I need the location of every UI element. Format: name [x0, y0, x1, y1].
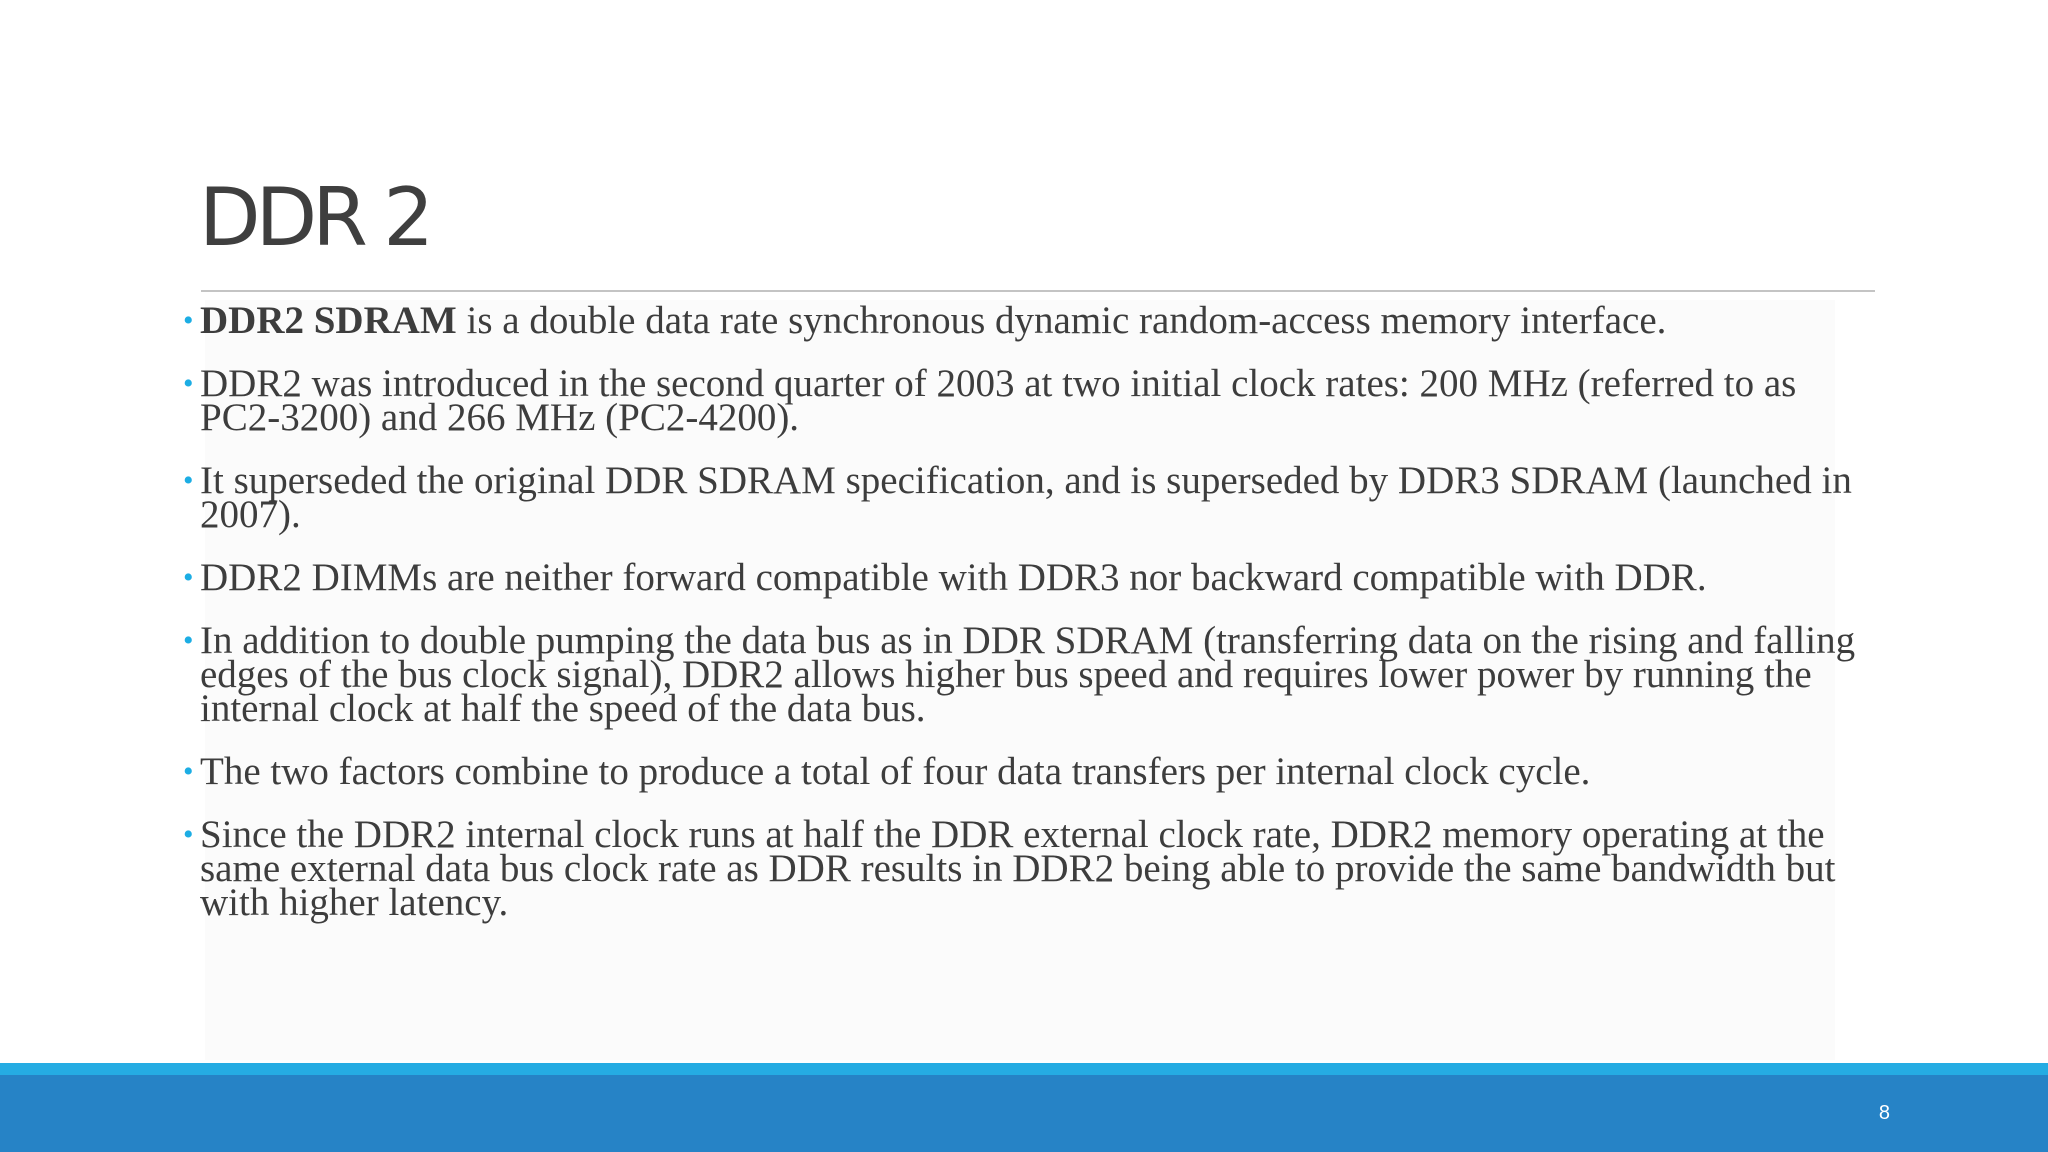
- bullet-marker: •: [183, 561, 194, 594]
- bullet-item-superseded: [183, 459, 1883, 536]
- page-number: 8: [1878, 1102, 1890, 1124]
- bullet-marker: •: [183, 464, 194, 497]
- bullet-text: is a double data rate synchronous dynamic random-access memory interface.: [456, 299, 1667, 342]
- bullet-text: Since the DDR2 internal clock runs at half the DDR external clock rate, DDR2 memory operating at the same external data bus clock rate as DDR results in DDR2 being able to provide the same bandwidth but with higher latency.: [200, 813, 1836, 924]
- slide-title: DDR 2: [199, 171, 430, 264]
- footer-accent-stripe: [0, 1063, 2048, 1075]
- bullet-list: [183, 299, 1883, 949]
- bullet-text: DDR2 DIMMs are neither forward compatible with DDR3 nor backward compatible with DDR.: [200, 556, 1707, 599]
- bullet-item-latency: [183, 813, 1883, 924]
- bullet-item-four-transfers: [183, 750, 1883, 793]
- bullet-marker: •: [183, 818, 194, 851]
- bullet-text: It superseded the original DDR SDRAM specification, and is superseded by DDR3 SDRAM (launched in 2007).: [200, 459, 1852, 536]
- bullet-text: The two factors combine to produce a total of four data transfers per internal clock cycle.: [200, 750, 1591, 793]
- bullet-item-ddr2-sdram: [183, 299, 1883, 342]
- bullet-marker: •: [183, 367, 194, 400]
- bullet-text: In addition to double pumping the data bus as in DDR SDRAM (transferring data on the rising and falling edges of the bus clock signal), DDR2 allows higher bus speed and requires lower power by running the internal clock at half the speed of the data bus.: [200, 619, 1856, 730]
- bullet-item-compatibility: [183, 556, 1883, 599]
- bullet-marker: •: [183, 755, 194, 788]
- bullet-item-introduced: [183, 362, 1883, 439]
- bullet-marker: •: [183, 624, 194, 657]
- bullet-bold-lead: DDR2 SDRAM: [200, 299, 457, 342]
- bullet-text: DDR2 was introduced in the second quarter of 2003 at two initial clock rates: 200 MHz (referred to as PC2-3200) and 266 MHz (PC2-4200).: [200, 362, 1797, 439]
- footer-bar: [0, 1075, 2048, 1152]
- bullet-marker: •: [183, 304, 194, 337]
- bullet-item-double-pumping: [183, 619, 1883, 730]
- title-divider: [201, 290, 1875, 292]
